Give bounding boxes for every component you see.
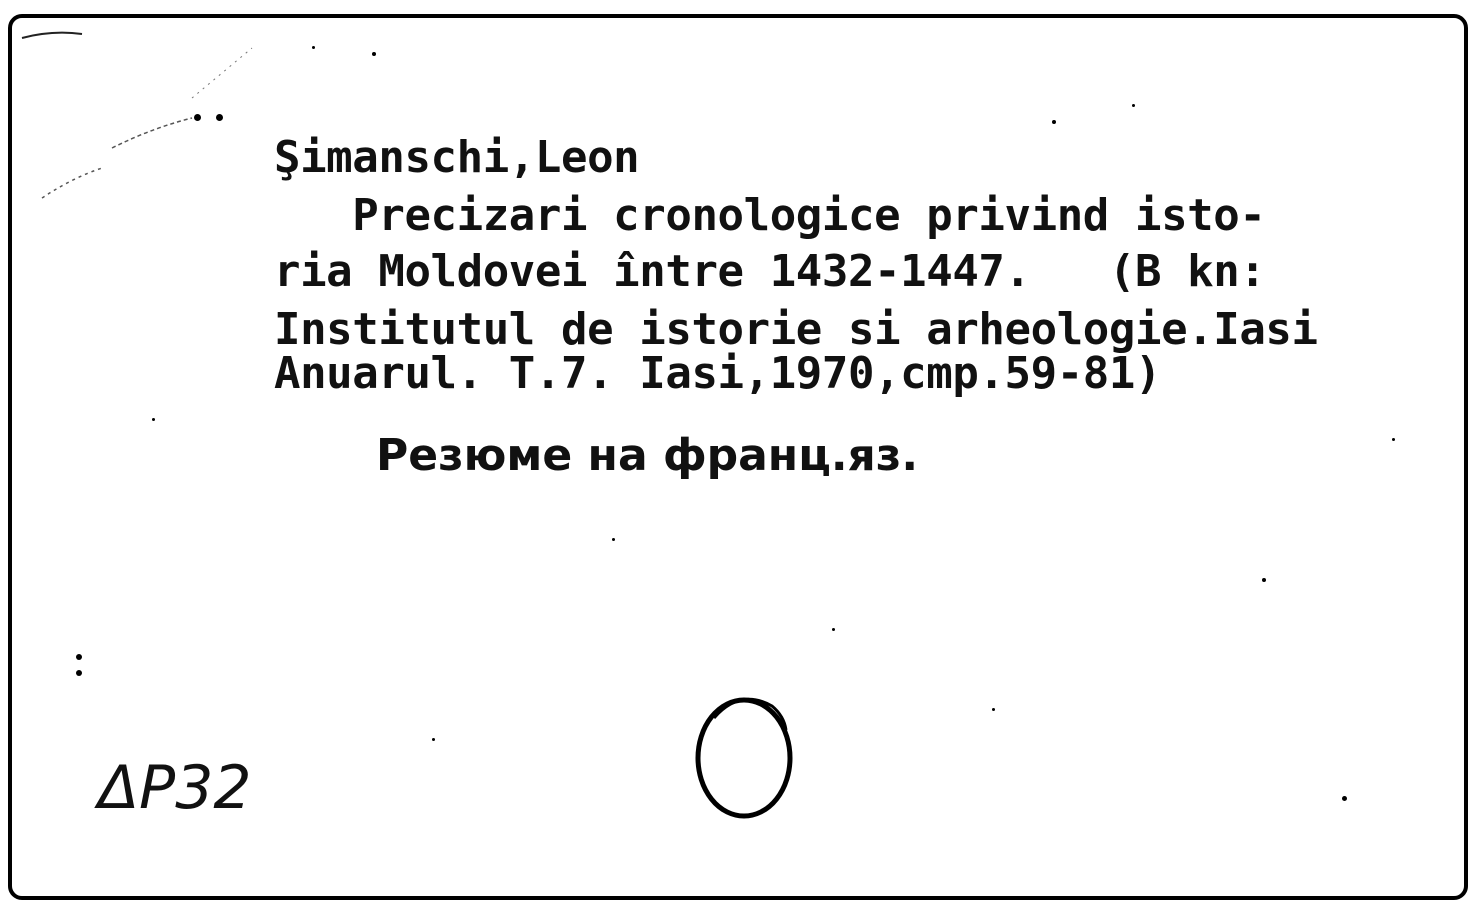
language-note: Резюме на франц.яз. xyxy=(376,430,919,481)
speck xyxy=(312,46,315,49)
title-line-2: ria Moldovei între 1432-1447. (B kn: xyxy=(274,246,1266,297)
speck xyxy=(152,418,155,421)
punch-hole-icon xyxy=(692,678,802,828)
speck xyxy=(372,52,376,56)
speck xyxy=(1052,120,1056,124)
author-heading: Şimanschi,Leon xyxy=(274,132,640,183)
title-line-4: Anuarul. T.7. Iasi,1970,cmp.59-81) xyxy=(274,348,1162,399)
speck xyxy=(1342,796,1347,801)
title-line-3: Institutul de istorie si arheologie.Iasi xyxy=(274,304,1318,355)
speck xyxy=(612,538,615,541)
speck xyxy=(432,738,435,741)
call-number: ΔP32 xyxy=(98,753,252,823)
speck xyxy=(76,654,82,660)
pencil-streaks xyxy=(12,18,312,238)
speck xyxy=(832,628,835,631)
speck xyxy=(76,670,82,676)
speck xyxy=(1132,104,1135,107)
catalog-card xyxy=(8,14,1468,900)
speck xyxy=(1392,438,1395,441)
speck xyxy=(1262,578,1266,582)
speck xyxy=(992,708,995,711)
title-line-1: Precizari cronologice privind isto- xyxy=(274,190,1266,241)
